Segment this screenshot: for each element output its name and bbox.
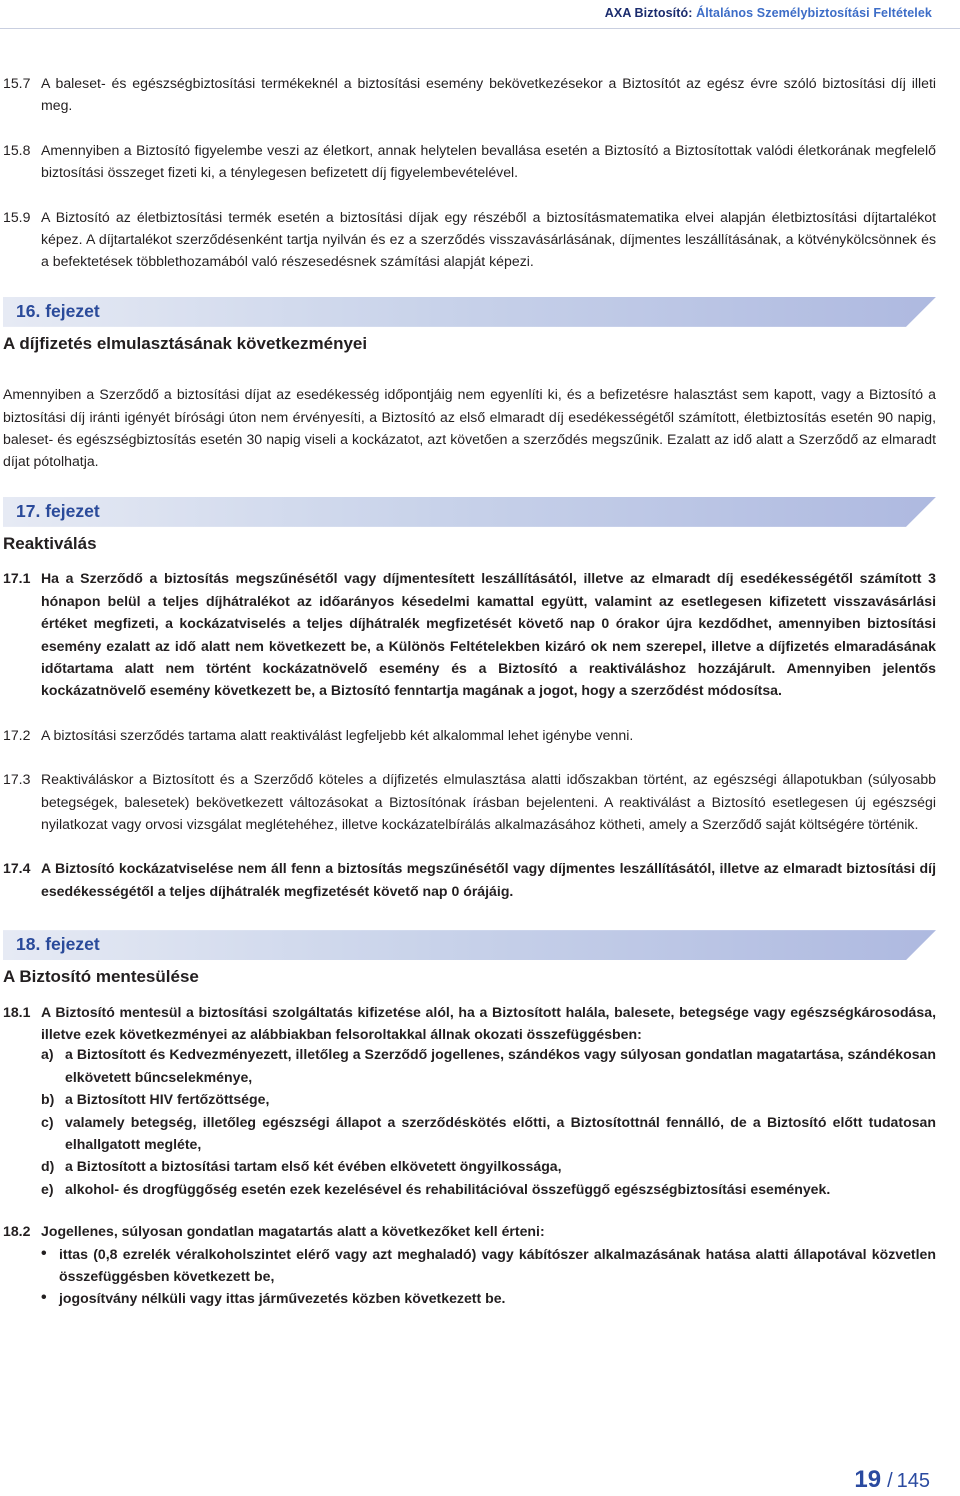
list-item-text: valamely betegség, illetőleg egészségi állapot a szerződéskötés előtti, a Biztosítottnál fennálló, de a Biztosító előtt tudatosan elhallgatott megléte, — [65, 1113, 936, 1152]
clause-17-3 — [3, 768, 936, 835]
clause-number: 18.2 — [3, 1223, 31, 1240]
list-item-label: b) — [41, 1091, 55, 1108]
clause-17-1 — [3, 567, 936, 701]
running-header — [605, 6, 932, 20]
chapter-16-text: Amennyiben a Szerződő a biztosítási díjat az esedékesség időpontjáig nem egyenlíti ki, és a befizetésre halasztást sem kapott, vagy a Biztosító a biztosítási díj iránti igényét bírósági úton nem érvényesíti, a Biztosító az első elmaradt díj esedékességétől számított, életbiztosítás esetén 90 napig, baleset- és egészségbiztosítás esetén 30 napig viseli a kockázatot, azt követően a szerződés megszűnik. Ezalatt az idő alatt a Szerződő az elmaradt díjat pótolhatja. — [3, 386, 936, 470]
bullet-text: jogosítvány nélküli vagy ittas járművezetés közben következett be. — [59, 1290, 506, 1307]
clause-text: A Biztosító mentesül a biztosítási szolgáltatás kifizetése alól, ha a Biztosított halála, balesete, betegsége vagy egészségkárosodása, illetve ezek következményei az alábbiakban felsoroltakkal állnak okozati összefüggésben: — [41, 1003, 936, 1042]
current-page: 19 — [854, 1466, 882, 1493]
chapter-banner-bar — [3, 930, 936, 960]
clause-number: 17.4 — [3, 860, 31, 877]
chapter-18-banner — [3, 930, 936, 960]
clause-number: 17.1 — [3, 570, 31, 587]
clause-number: 15.9 — [3, 208, 31, 225]
clause-17-2 — [3, 724, 936, 746]
clause-number: 15.7 — [3, 75, 31, 91]
clause-text: A baleset- és egészségbiztosítási termékeknél a biztosítási esemény bekövetkezésekor a Biztosítót az egész évre szóló biztosítási díj illeti meg. — [41, 75, 936, 114]
list-item — [41, 1155, 936, 1177]
clause-number: 17.2 — [3, 726, 31, 743]
page-separator: / — [887, 1470, 893, 1492]
clause-18-2 — [3, 1220, 936, 1310]
list-item-label: a) — [41, 1046, 54, 1063]
chapter-18-title: A Biztosító mentesülése — [3, 967, 199, 987]
clause-number: 15.8 — [3, 141, 31, 158]
clause-18-1 — [3, 1001, 936, 1201]
list-item-text: a Biztosított HIV fertőzöttsége, — [65, 1091, 270, 1108]
clause-text: A Biztosító kockázatviselése nem áll fenn a biztosítás megszűnésétől vagy díjmentes leszállításától, illetve az elmaradt biztosítási díj esedékességétől a teljes díjhátralék megfizetését követő nap 0 órájáig. — [41, 860, 936, 899]
bullet-icon: • — [41, 1244, 47, 1262]
clause-text: Ha a Szerződő a biztosítás megszűnésétől vagy díjmentesített leszállításától, illetve az elmaradt díj esedékességétől számított 3 hónapon belül a teljes díjhátralékot az időarányos késedelmi kamattal együtt, valamint az esetlegesen kifizetett visszavásárlási értéket megfizeti, a kockázatviselés a teljes díjhátralék megfizetését követő nap 0 órakor újra kezdődhet, amennyiben biztosítási esemény ezalatt az idő alatt nem következett be, a Különös Feltételekben kizáró ok nem szerepel, illetve a díjfizetés elmaradásának időtartama alatt nem történt kockázatnövelő esemény és a Biztosító a reaktiváláshoz hozzájárult. Amennyiben jelentős kockázatnövelő esemény következett be, a Biztosító fenntartja magának a jogot, hogy a szerződést módosítsa. — [41, 570, 936, 699]
clause-text: Jogellenes, súlyosan gondatlan magatartás alatt a következőket kell érteni: — [41, 1223, 545, 1240]
clause-15-9 — [3, 206, 936, 273]
chapter-banner-bar — [3, 497, 936, 527]
chapter-16-title: A díjfizetés elmulasztásának következményei — [3, 333, 368, 353]
document-body — [3, 72, 936, 1332]
list-item-label: c) — [41, 1113, 54, 1130]
list-item — [41, 1178, 936, 1200]
chapter-label: 17. fejezet — [16, 500, 100, 521]
header-brand: AXA Biztosító: — [604, 6, 693, 20]
clause-17-4 — [3, 857, 936, 902]
total-pages: 145 — [896, 1470, 930, 1492]
clause-text: Amennyiben a Biztosító figyelembe veszi az életkort, annak helytelen bevallása esetén a Biztosító a Biztosítottak valódi életkorának megfelelő biztosítási összeget fizeti ki, a ténylegesen befizetett díj figyelembevételével. — [41, 141, 936, 181]
clause-text: Reaktiváláskor a Biztosított és a Szerződő köteles a díjfizetés elmulasztása alatti időszakban történt, az egészségi állapotukban (súlyosabb betegségek, balesetek) bekövetkezett változásokat a Biztosítónak írásban bejelenteni. A reaktiválást a Biztosító esetlegesen új egészségi nyilatkozat vagy orvosi vizsgálat meglétehéhez, illetve kockázatelbírálás alkalmazásához kötheti, amely a Szerződő saját költségére történik. — [41, 771, 936, 832]
chapter-17-banner — [3, 497, 936, 527]
clause-text: A biztosítási szerződés tartama alatt reaktiválást legfeljebb két alkalommal lehet igénybe venni. — [41, 726, 634, 743]
header-title: Általános Személybiztosítási Feltételek — [696, 6, 932, 20]
clause-number: 17.3 — [3, 771, 31, 788]
bullet-text: ittas (0,8 ezrelék véralkoholszintet elérő vagy azt meghaladó) vagy kábítószer alkalmazásának hatása alatti állapotával közvetlen összefüggésben következett be, — [59, 1245, 936, 1285]
list-item-label: e) — [41, 1180, 54, 1197]
list-item-text: a Biztosított és Kedvezményezett, illetőleg a Szerződő jogellenes, szándékos vagy súlyosan gondatlan magatartása, szándékosan elkövetett bűncselekménye, — [65, 1046, 936, 1085]
header-divider — [0, 28, 960, 29]
list-item-label: d) — [41, 1158, 55, 1175]
chapter-label: 16. fejezet — [16, 300, 100, 321]
chapter-label: 18. fejezet — [16, 934, 100, 955]
bullet-item — [41, 1243, 936, 1288]
page-number — [854, 1466, 930, 1494]
list-item-text: a Biztosított a biztosítási tartam első két évében elkövetett öngyilkossága, — [65, 1158, 562, 1175]
bullet-icon: • — [41, 1289, 47, 1307]
chapter-16-banner — [3, 297, 936, 327]
list-item — [41, 1088, 936, 1110]
clause-number: 18.1 — [3, 1003, 31, 1020]
list-item — [41, 1111, 936, 1156]
clause-15-8 — [3, 139, 936, 184]
chapter-banner-bar — [3, 297, 936, 327]
list-item-text: alkohol- és drogfüggőség esetén ezek kezelésével és rehabilitációval összefüggő egészségbiztosítási események. — [65, 1180, 831, 1197]
exclusion-list — [41, 1043, 936, 1200]
list-item — [41, 1043, 936, 1088]
clause-text: A Biztosító az életbiztosítási termék esetén a biztosítási díjak egy részéből a biztosításmatematika elvei alapján életbiztosítási díjtartalékot képez. A díjtartalékot szerződésenként tartja nyilván és ez a szerződés visszavásárlásának, díjmentes leszállításának, a kötvénykölcsönnek és a befektetések többlethozamából való részesedésnek számítási alapját képezi. — [41, 208, 936, 270]
chapter-17-title: Reaktiválás — [3, 533, 97, 553]
bullet-item — [41, 1287, 936, 1309]
clause-15-7 — [3, 72, 936, 117]
